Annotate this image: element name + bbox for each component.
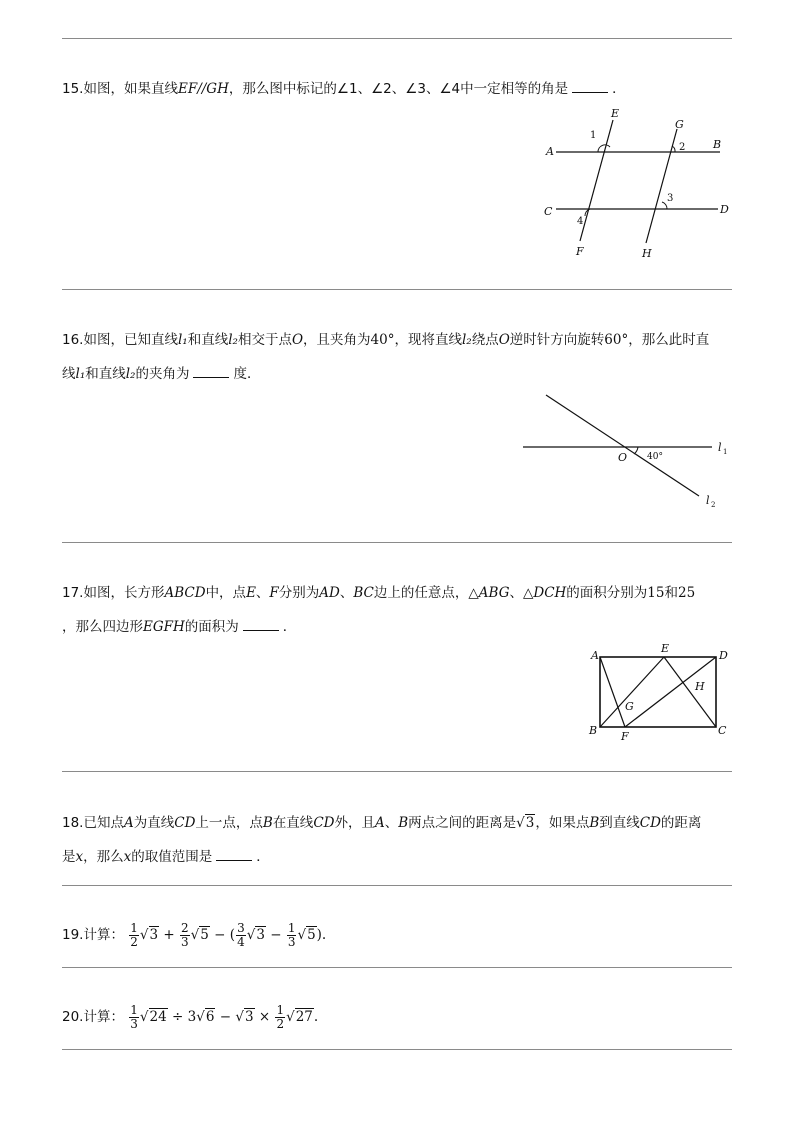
label-angle-1: 1 <box>590 130 597 141</box>
label-H: H <box>642 247 652 260</box>
label-A: A <box>546 145 554 158</box>
label-F: F <box>621 730 629 743</box>
question-17: 17.如图，长方形ABCD中，点E、F分别为AD、BC边上的任意点，△ABG、△DCH的面积分别为15和25 ，那么四边形EGFH的面积为 ． <box>62 585 696 635</box>
label-F: F <box>576 245 584 258</box>
label-angle-3: 3 <box>667 193 674 204</box>
figure-q15-parallel-lines <box>540 105 735 265</box>
label-O: O <box>618 451 628 464</box>
label-angle-4: 4 <box>577 216 584 227</box>
question-15: 15.如图，如果直线EF//GH，那么图中标记的∠1、∠2、∠3、∠4中一定相等的角是 ． <box>62 81 626 97</box>
sqrt-3: √3 <box>516 815 535 831</box>
fraction: $\frac{1}{3}$ <box>130 1002 138 1031</box>
sqrt: √3 <box>246 927 265 943</box>
fraction: $\frac{3}{4}$ <box>237 920 245 949</box>
question-number: 20. <box>62 1009 84 1025</box>
fraction: $\frac{1}{2}$ <box>276 1002 285 1031</box>
label-G: G <box>675 118 684 131</box>
fraction: $\frac{2}{3}$ <box>181 920 189 949</box>
fraction: $\frac{1}{3}$ <box>287 920 296 949</box>
figure-q16-intersecting-lines <box>515 388 735 516</box>
sqrt: √3 <box>139 927 159 943</box>
label-B: B <box>713 138 722 151</box>
question-number: 19. <box>62 927 84 943</box>
label-D: D <box>720 203 729 216</box>
separator-bottom <box>62 1049 732 1050</box>
separator-15-16 <box>62 289 732 290</box>
label-A: A <box>591 649 599 662</box>
sqrt: √27 <box>286 1009 313 1025</box>
question-19: 19.计算： $\frac{1}{2}$ √3 + $\frac{2}{3}$ √5 − ( $\frac{3}{4}$ √3 − $\frac{1}{3}$ √5). <box>62 920 327 949</box>
label-C: C <box>544 205 553 218</box>
label-E: E <box>661 642 670 655</box>
sqrt: √3 <box>235 1009 254 1025</box>
label-angle-2: 2 <box>679 142 686 153</box>
label-l1-subscript: 1 <box>723 448 728 456</box>
answer-blank[interactable] <box>193 365 229 378</box>
sqrt: √5 <box>297 927 316 943</box>
separator-19-20 <box>62 967 732 968</box>
separator-17-18 <box>62 771 732 772</box>
separator-top <box>62 38 732 39</box>
label-angle-40: 40° <box>647 452 663 462</box>
angle-list: ∠1、∠2、∠3、∠4 <box>336 81 461 97</box>
sqrt: √5 <box>190 927 209 943</box>
figure-q17-rectangle <box>585 641 735 745</box>
label-l2-subscript: 2 <box>711 501 716 509</box>
label-G: G <box>625 700 634 713</box>
label-D: D <box>719 649 728 662</box>
question-20: 20.计算： $\frac{1}{3}$ √24 ÷ 3√6 − √3 × $\frac{1}{2}$ √27. <box>62 1002 319 1031</box>
question-16: 16.如图，已知直线l₁和直线l₂相交于点O，且夹角为40°，现将直线l₂绕点O逆时针方向旋转60°，那么此时直 线l₁和直线l₂的夹角为 度． <box>62 332 710 382</box>
separator-18-19 <box>62 885 732 886</box>
sqrt: √6 <box>196 1009 215 1025</box>
question-number: 17. <box>62 585 84 601</box>
answer-blank[interactable] <box>216 848 252 861</box>
label-C: C <box>718 724 727 737</box>
label-l2: l <box>706 494 710 507</box>
label-H: H <box>695 680 705 693</box>
fraction: $\frac{1}{2}$ <box>130 920 138 949</box>
label-l1: l <box>718 441 722 454</box>
label-B: B <box>589 724 598 737</box>
answer-blank[interactable] <box>572 80 608 93</box>
parallel-condition: EF//GH <box>177 81 229 97</box>
question-number: 18. <box>62 815 84 831</box>
separator-16-17 <box>62 542 732 543</box>
sqrt: √24 <box>139 1009 167 1025</box>
label-E: E <box>611 107 620 120</box>
question-number: 16. <box>62 332 84 348</box>
question-number: 15. <box>62 81 84 97</box>
question-18: 18.已知点A为直线CD上一点，点B在直线CD外，且A、B两点之间的距离是√3，如果点B到直线CD的距离 是x，那么x的取值范围是 ． <box>62 815 702 865</box>
answer-blank[interactable] <box>243 618 279 631</box>
